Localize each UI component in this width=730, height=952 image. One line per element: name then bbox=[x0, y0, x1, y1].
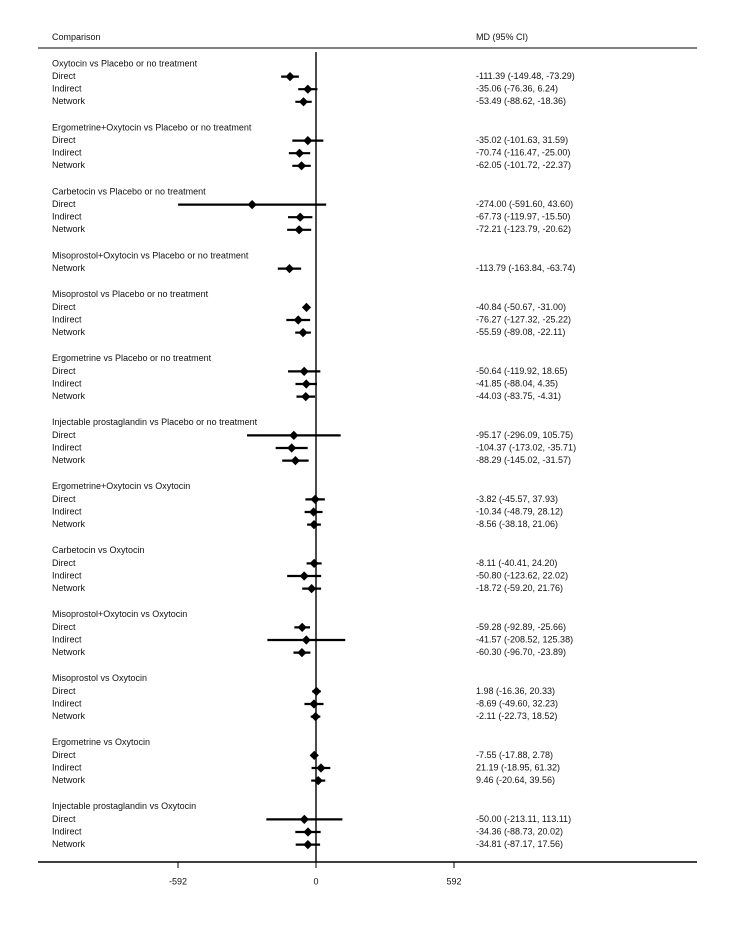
estimate-text: -41.85 (-88.04, 4.35) bbox=[476, 378, 559, 389]
estimate-text: -8.69 (-49.60, 32.23) bbox=[476, 698, 559, 709]
row-label: Direct bbox=[52, 621, 76, 632]
group-title: Carbetocin vs Placebo or no treatment bbox=[52, 186, 206, 197]
group-title: Ergometrine vs Placebo or no treatment bbox=[52, 353, 212, 364]
estimate-text: -2.11 (-22.73, 18.52) bbox=[476, 710, 558, 721]
group-title: Misoprostol+Oxytocin vs Placebo or no treatment bbox=[52, 250, 249, 261]
point-estimate bbox=[299, 97, 308, 106]
row-label: Direct bbox=[52, 365, 76, 376]
estimate-text: -34.36 (-88.73, 20.02) bbox=[476, 826, 564, 837]
estimate-text: -274.00 (-591.60, 43.60) bbox=[476, 198, 574, 209]
x-tick-label: 592 bbox=[446, 876, 462, 887]
estimate-text: -44.03 (-83.75, -4.31) bbox=[476, 390, 562, 401]
row-label: Network bbox=[52, 390, 86, 401]
group-title: Injectable prostaglandin vs Placebo or no treatment bbox=[52, 417, 258, 428]
estimate-text: -72.21 (-123.79, -20.62) bbox=[476, 224, 572, 235]
row-label: Direct bbox=[52, 198, 76, 209]
group-title: Carbetocin vs Oxytocin bbox=[52, 545, 145, 556]
point-estimate bbox=[303, 840, 312, 849]
estimate-text: -34.81 (-87.17, 17.56) bbox=[476, 838, 564, 849]
row-label: Indirect bbox=[52, 378, 82, 389]
estimate-text: -67.73 (-119.97, -15.50) bbox=[476, 211, 571, 222]
group-title: Misoprostol vs Placebo or no treatment bbox=[52, 289, 209, 300]
point-estimate bbox=[302, 635, 311, 644]
row-label: Indirect bbox=[52, 314, 82, 325]
point-estimate bbox=[295, 149, 304, 158]
point-estimate bbox=[300, 815, 309, 824]
x-tick-label: 0 bbox=[313, 876, 319, 887]
point-estimate bbox=[294, 315, 303, 324]
estimate-text: -50.80 (-123.62, 22.02) bbox=[476, 570, 569, 581]
estimate-text: -18.72 (-59.20, 21.76) bbox=[476, 582, 564, 593]
estimate-text: -35.06 (-76.36, 6.24) bbox=[476, 83, 559, 94]
estimate-text: -7.55 (-17.88, 2.78) bbox=[476, 749, 554, 760]
row-label: Indirect bbox=[52, 634, 82, 645]
row-label: Indirect bbox=[52, 826, 82, 837]
point-estimate bbox=[248, 200, 257, 209]
point-estimate bbox=[310, 751, 319, 760]
point-estimate bbox=[285, 72, 294, 81]
row-label: Indirect bbox=[52, 211, 82, 222]
row-label: Direct bbox=[52, 301, 76, 312]
estimate-text: -3.82 (-45.57, 37.93) bbox=[476, 493, 559, 504]
point-estimate bbox=[302, 303, 311, 312]
row-label: Network bbox=[52, 454, 86, 465]
estimate-text: -88.29 (-145.02, -31.57) bbox=[476, 454, 572, 465]
point-estimate bbox=[285, 264, 294, 273]
point-estimate bbox=[297, 161, 306, 170]
point-estimate bbox=[311, 495, 320, 504]
point-estimate bbox=[302, 379, 311, 388]
estimate-text: -111.39 (-149.48, -73.29) bbox=[476, 70, 575, 81]
point-estimate bbox=[298, 623, 307, 632]
point-estimate bbox=[287, 443, 296, 452]
point-estimate bbox=[303, 85, 312, 94]
point-estimate bbox=[298, 328, 307, 337]
estimate-text: 21.19 (-18.95, 61.32) bbox=[476, 762, 561, 773]
group-title: Misoprostol vs Oxytocin bbox=[52, 673, 148, 684]
estimate-text: -95.17 (-296.09, 105.75) bbox=[476, 429, 574, 440]
estimate-text: -40.84 (-50.67, -31.00) bbox=[476, 301, 567, 312]
estimate-text: -113.79 (-163.84, -63.74) bbox=[476, 262, 576, 273]
estimate-text: -55.59 (-89.08, -22.11) bbox=[476, 326, 566, 337]
row-label: Direct bbox=[52, 429, 76, 440]
row-label: Network bbox=[52, 838, 86, 849]
row-label: Network bbox=[52, 582, 86, 593]
row-label: Indirect bbox=[52, 442, 82, 453]
point-estimate bbox=[314, 776, 323, 785]
point-estimate bbox=[310, 559, 319, 568]
estimate-text: -62.05 (-101.72, -22.37) bbox=[476, 160, 572, 171]
row-label: Indirect bbox=[52, 762, 82, 773]
estimate-text: -35.02 (-101.63, 31.59) bbox=[476, 134, 569, 145]
row-label: Network bbox=[52, 224, 86, 235]
row-label: Indirect bbox=[52, 147, 82, 158]
row-label: Network bbox=[52, 710, 86, 721]
row-label: Network bbox=[52, 646, 86, 657]
row-label: Network bbox=[52, 518, 86, 529]
group-title: Ergometrine+Oxytocin vs Oxytocin bbox=[52, 481, 191, 492]
estimate-text: -41.57 (-208.52, 125.38) bbox=[476, 634, 574, 645]
row-label: Indirect bbox=[52, 83, 82, 94]
row-label: Network bbox=[52, 774, 86, 785]
estimate-text: -76.27 (-127.32, -25.22) bbox=[476, 314, 572, 325]
group-title: Misoprostol+Oxytocin vs Oxytocin bbox=[52, 609, 188, 620]
estimate-column-header: MD (95% CI) bbox=[476, 32, 529, 42]
point-estimate bbox=[300, 367, 309, 376]
estimate-text: -8.56 (-38.18, 21.06) bbox=[476, 518, 559, 529]
estimate-text: 9.46 (-20.64, 39.56) bbox=[476, 774, 556, 785]
estimate-text: -60.30 (-96.70, -23.89) bbox=[476, 646, 567, 657]
row-label: Direct bbox=[52, 813, 76, 824]
estimate-text: -50.00 (-213.11, 113.11) bbox=[476, 813, 572, 824]
estimate-text: 1.98 (-16.36, 20.33) bbox=[476, 685, 556, 696]
point-estimate bbox=[307, 584, 316, 593]
group-title: Ergometrine vs Oxytocin bbox=[52, 737, 151, 748]
row-label: Direct bbox=[52, 134, 76, 145]
row-label: Network bbox=[52, 262, 86, 273]
point-estimate bbox=[303, 827, 312, 836]
row-label: Direct bbox=[52, 70, 76, 81]
comparison-column-header: Comparison bbox=[52, 32, 101, 42]
row-label: Direct bbox=[52, 557, 76, 568]
row-label: Indirect bbox=[52, 698, 82, 709]
point-estimate bbox=[309, 507, 318, 516]
group-title: Oxytocin vs Placebo or no treatment bbox=[52, 58, 198, 69]
point-estimate bbox=[297, 648, 306, 657]
point-estimate bbox=[303, 136, 312, 145]
estimate-text: -8.11 (-40.41, 24.20) bbox=[476, 557, 558, 568]
row-label: Direct bbox=[52, 493, 76, 504]
estimate-text: -50.64 (-119.92, 18.65) bbox=[476, 365, 568, 376]
row-label: Network bbox=[52, 326, 86, 337]
point-estimate bbox=[296, 213, 305, 222]
row-label: Direct bbox=[52, 749, 76, 760]
row-label: Direct bbox=[52, 685, 76, 696]
estimate-text: -70.74 (-116.47, -25.00) bbox=[476, 147, 571, 158]
row-label: Indirect bbox=[52, 570, 82, 581]
point-estimate bbox=[295, 225, 304, 234]
point-estimate bbox=[309, 520, 318, 529]
estimate-text: -59.28 (-92.89, -25.66) bbox=[476, 621, 567, 632]
estimate-text: -10.34 (-48.79, 28.12) bbox=[476, 506, 564, 517]
row-label: Network bbox=[52, 96, 86, 107]
row-label: Network bbox=[52, 160, 86, 171]
row-label: Indirect bbox=[52, 506, 82, 517]
group-title: Injectable prostaglandin vs Oxytocin bbox=[52, 801, 197, 812]
group-title: Ergometrine+Oxytocin vs Placebo or no treatment bbox=[52, 122, 252, 133]
estimate-text: -53.49 (-88.62, -18.36) bbox=[476, 96, 567, 107]
point-estimate bbox=[300, 571, 309, 580]
x-tick-label: -592 bbox=[168, 876, 188, 887]
point-estimate bbox=[316, 763, 325, 772]
point-estimate bbox=[309, 699, 318, 708]
point-estimate bbox=[289, 431, 298, 440]
point-estimate bbox=[301, 392, 310, 401]
point-estimate bbox=[291, 456, 300, 465]
estimate-text: -104.37 (-173.02, -35.71) bbox=[476, 442, 577, 453]
